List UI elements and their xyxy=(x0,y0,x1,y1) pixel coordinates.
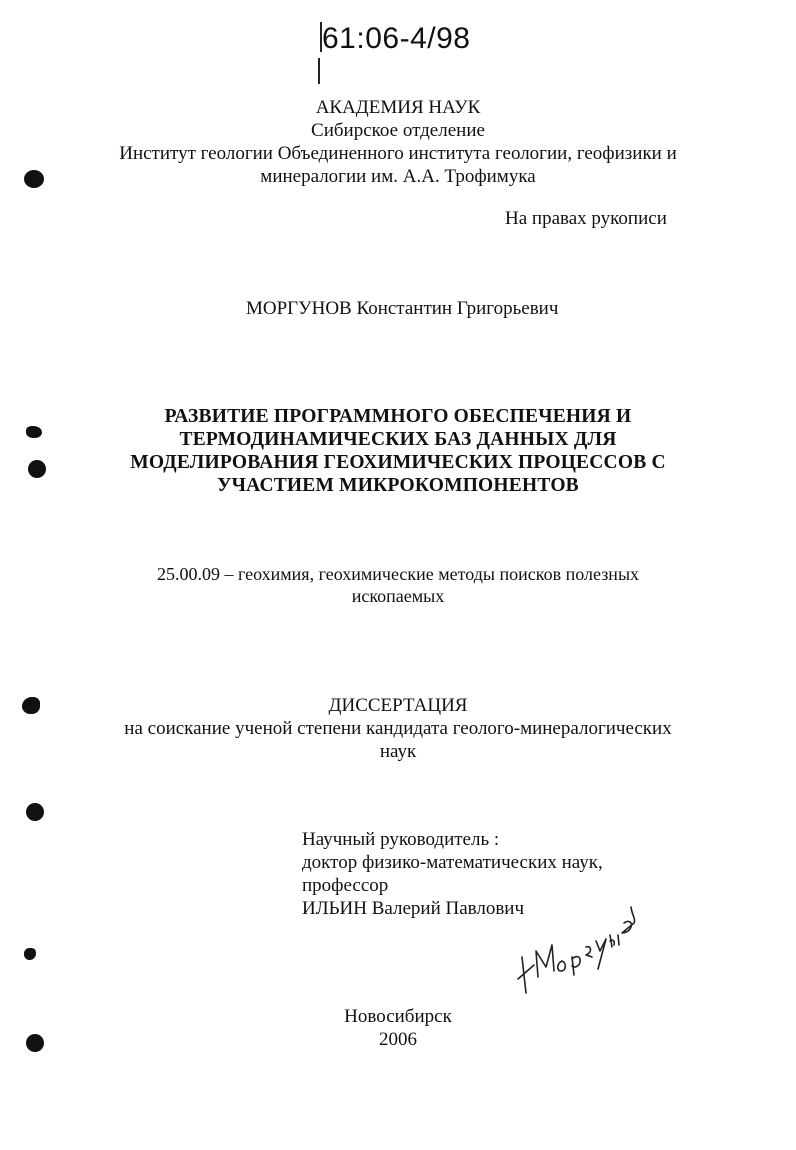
binding-hole-mark xyxy=(26,1034,44,1052)
supervisor-degree: доктор физико-математических наук, xyxy=(302,852,603,873)
binding-hole-mark xyxy=(26,803,44,821)
binding-hole-mark xyxy=(24,170,44,188)
dissertation-title-line-4: УЧАСТИЕМ МИКРОКОМПОНЕНТОВ xyxy=(217,475,579,496)
degree-line-1: на соискание ученой степени кандидата геолого-минералогических xyxy=(124,718,672,739)
author-name: МОРГУНОВ Константин Григорьевич xyxy=(246,298,559,319)
catalog-code: 61:06-4/98 xyxy=(322,22,471,55)
academy-name: АКАДЕМИЯ НАУК xyxy=(315,97,481,118)
place: Новосибирск xyxy=(344,1006,452,1027)
dissertation-title-line-3: МОДЕЛИРОВАНИЯ ГЕОХИМИЧЕСКИХ ПРОЦЕССОВ С xyxy=(130,452,666,473)
supervisor-label: Научный руководитель : xyxy=(302,829,500,850)
degree-line-2: наук xyxy=(379,741,417,762)
supervisor-name: ИЛЬИН Валерий Павлович xyxy=(302,898,525,919)
specialty-line-2: ископаемых xyxy=(351,586,445,606)
supervisor-rank: профессор xyxy=(302,875,389,896)
institute-line-1: Институт геологии Объединенного института геологии, геофизики и xyxy=(119,143,677,164)
rights-note: На правах рукописи xyxy=(505,208,667,229)
dissertation-title-line-2: ТЕРМОДИНАМИЧЕСКИХ БАЗ ДАННЫХ ДЛЯ xyxy=(179,429,617,450)
branch-name: Сибирское отделение xyxy=(311,120,485,141)
specialty-line-1: 25.00.09 – геохимия, геохимические методы поисков полезных xyxy=(156,564,640,584)
degree-type: ДИССЕРТАЦИЯ xyxy=(328,695,468,716)
institute-line-2: минералогии им. А.А. Трофимука xyxy=(260,166,536,187)
binding-hole-mark xyxy=(26,426,42,438)
binding-hole-mark xyxy=(28,460,46,478)
dissertation-title-line-1: РАЗВИТИЕ ПРОГРАММНОГО ОБЕСПЕЧЕНИЯ И xyxy=(164,406,632,427)
year: 2006 xyxy=(379,1029,417,1050)
binding-hole-mark xyxy=(22,697,40,714)
stamp-bar-bottom xyxy=(318,58,320,84)
author-signature xyxy=(512,895,644,1005)
binding-hole-mark xyxy=(24,948,36,960)
